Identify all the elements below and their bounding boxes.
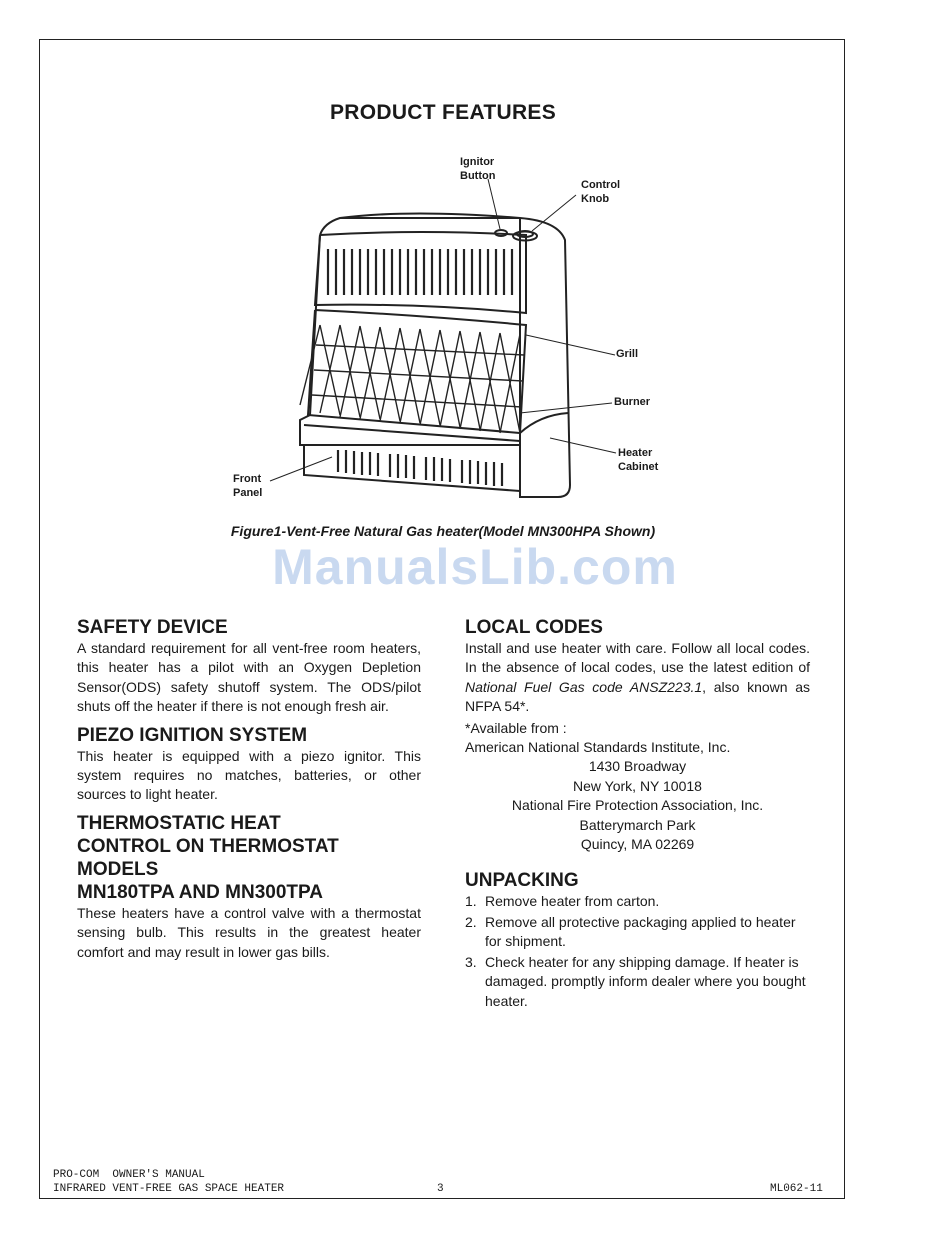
footer-product-title: INFRARED VENT-FREE GAS SPACE HEATER (53, 1183, 285, 1195)
figure-caption: Figure1-Vent-Free Natural Gas heater(Model MN300HPA Shown) (230, 523, 656, 539)
safety-device-text: A standard requirement for all vent-free room heaters, this heater has a pilot with an Oxygen Depletion Sensor(ODS) safety shutoff system. The ODS/pilot shuts off the heater if there is not enough fresh air. (77, 640, 421, 715)
list-item (465, 892, 810, 911)
right-column (465, 616, 810, 1012)
unpacking-heading: UNPACKING (465, 870, 579, 892)
thermostatic-heading-line: THERMOSTATIC HEAT (77, 812, 281, 834)
control-knob-label: Control Knob (581, 179, 621, 205)
piezo-text: This heater is equipped with a piezo ignitor. This system requires no matches, batteries, or other sources to light heater. (77, 747, 421, 803)
ansi-address-line2: New York, NY 10018 (573, 777, 702, 794)
burner-label: Burner (614, 396, 651, 408)
list-item-text: Remove all protective packaging applied to heater for shipment. (485, 913, 796, 950)
document-code: ML062-11 (770, 1183, 823, 1195)
list-item-number: 1. (465, 893, 477, 910)
heater-cabinet-label: Heater Cabinet (618, 447, 659, 473)
local-codes-heading: LOCAL CODES (465, 617, 603, 638)
nfpa-address-line1: Batterymarch Park (579, 816, 696, 833)
ignitor-button-label: Ignitor Button (460, 156, 496, 182)
thermostatic-text: These heaters have a control valve with a thermostat sensing bulb. This results in the greatest heater comfort and may result in lower gas bills. (77, 904, 421, 960)
footer-manual-title: PRO-COM OWNER'S MANUAL (53, 1169, 205, 1181)
unpacking-list (465, 892, 810, 1010)
thermostatic-heading-line: MN180TPA AND MN300TPA (77, 881, 323, 903)
thermostatic-heading (77, 812, 421, 904)
thermostatic-heading-line: MODELS (77, 858, 159, 880)
local-codes-text-b: , also known as NFPA 54*. (465, 678, 811, 715)
ansi-name: American National Standards Institute, Inc. (465, 739, 731, 756)
list-item-text: Remove heater from carton. (485, 893, 660, 910)
local-codes-text (465, 639, 810, 717)
heater-figure (220, 145, 700, 510)
piezo-heading: PIEZO IGNITION SYSTEM (77, 724, 308, 746)
list-item-number: 2. (465, 913, 477, 930)
list-item (465, 913, 810, 952)
thermostatic-heading-line: CONTROL ON THERMOSTAT (77, 835, 339, 857)
nfpa-name: National Fire Protection Association, Inc. (511, 797, 764, 814)
page-title: PRODUCT FEATURES (329, 101, 557, 124)
list-item-text: Check heater for any shipping damage. If heater is damaged. promptly inform dealer where you bought heater. (485, 953, 806, 1009)
nfpa-address-line2: Quincy, MA 02269 (580, 836, 695, 853)
available-from-label: *Available from : (465, 719, 567, 736)
watermark: ManualsLib.com (272, 539, 678, 595)
fuel-gas-code-title: National Fuel Gas code ANSZ223.1 (465, 678, 703, 695)
local-codes-text-a: Install and use heater with care. Follow all local codes. In the absence of local codes, use the latest edition of (465, 640, 810, 676)
safety-device-heading: SAFETY DEVICE (77, 617, 228, 638)
page-number: 3 (437, 1183, 444, 1195)
ansi-address-line1: 1430 Broadway (588, 758, 687, 775)
list-item (465, 953, 810, 1011)
front-panel-label: Front Panel (233, 473, 263, 499)
left-column (77, 616, 421, 962)
grill-label: Grill (616, 348, 639, 360)
list-item-number: 3. (465, 953, 477, 970)
